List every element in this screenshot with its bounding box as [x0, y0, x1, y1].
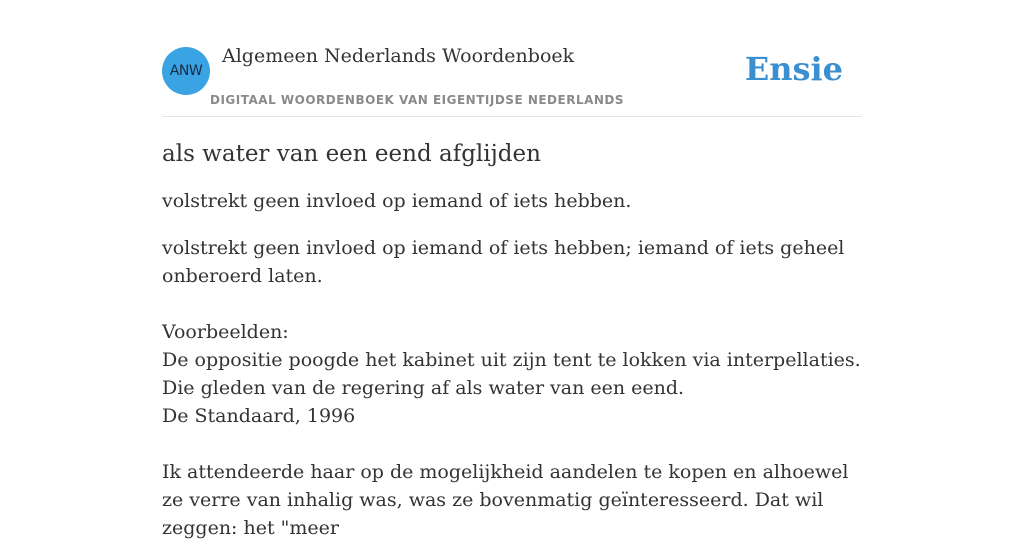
site-title[interactable]: Algemeen Nederlands Woordenboek: [222, 45, 575, 67]
examples-label: Voorbeelden:: [162, 321, 289, 343]
ensie-brand-logo[interactable]: Ensie: [744, 50, 843, 88]
long-definition-block: [162, 234, 862, 542]
site-header: [162, 0, 862, 117]
short-definition: volstrekt geen invloed op iemand of iets hebben.: [162, 190, 632, 212]
example-text: Ik attendeerde haar op de mogelijkheid aandelen te kopen en alhoewel ze verre van inhalig was, was ze bovenmatig geïnteresseerd. Dat wil zeggen: het "meer: [162, 461, 849, 539]
long-definition: volstrekt geen invloed op iemand of iets hebben; iemand of iets geheel onberoerd laten.: [162, 237, 845, 287]
entry-term: als water van een eend afglijden: [162, 141, 541, 167]
example-text: De oppositie poogde het kabinet uit zijn tent te lokken via interpellaties. Die gleden van de regering af als water van een eend.: [162, 349, 861, 399]
entry-content: [162, 138, 862, 542]
example-source: De Standaard, 1996: [162, 405, 356, 427]
anw-logo[interactable]: ANW: [162, 47, 210, 95]
site-subtitle: DIGITAAL WOORDENBOEK VAN EIGENTIJDSE NEDERLANDS: [210, 93, 625, 107]
